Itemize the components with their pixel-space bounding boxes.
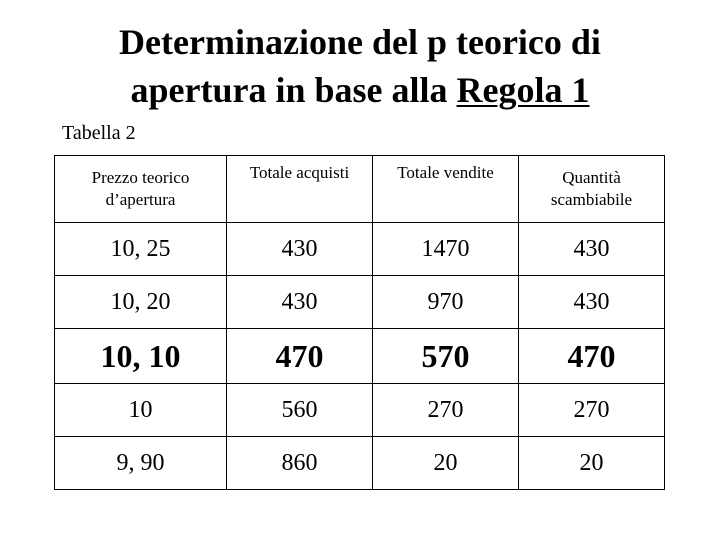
cell-vendite: 270 bbox=[373, 384, 519, 437]
header-totale-acquisti: Totale acquisti bbox=[227, 156, 373, 223]
table-row bbox=[55, 223, 665, 276]
cell-prezzo: 10, 25 bbox=[55, 223, 227, 276]
price-table bbox=[54, 155, 665, 490]
cell-acquisti: 430 bbox=[227, 276, 373, 329]
cell-prezzo: 9, 90 bbox=[55, 437, 227, 490]
cell-prezzo: 10 bbox=[55, 384, 227, 437]
title-rule-link: Regola 1 bbox=[456, 70, 590, 110]
cell-vendite: 20 bbox=[373, 437, 519, 490]
cell-quantita: 20 bbox=[519, 437, 665, 490]
header-prezzo-teorico: Prezzo teorico d’apertura bbox=[55, 156, 227, 223]
table-caption: Tabella 2 bbox=[62, 122, 136, 144]
cell-vendite: 570 bbox=[373, 329, 519, 384]
title-line-2-prefix: apertura in base alla bbox=[130, 70, 457, 110]
cell-acquisti: 430 bbox=[227, 223, 373, 276]
cell-quantita: 270 bbox=[519, 384, 665, 437]
table-row-highlighted bbox=[55, 329, 665, 384]
cell-vendite: 1470 bbox=[373, 223, 519, 276]
cell-quantita: 430 bbox=[519, 276, 665, 329]
cell-acquisti: 470 bbox=[227, 329, 373, 384]
cell-quantita: 430 bbox=[519, 223, 665, 276]
cell-prezzo: 10, 10 bbox=[55, 329, 227, 384]
header-quantita-scambiabile: Quantità scambiabile bbox=[519, 156, 665, 223]
title-line-2 bbox=[0, 66, 720, 114]
header-totale-vendite: Totale vendite bbox=[373, 156, 519, 223]
table-row bbox=[55, 437, 665, 490]
cell-acquisti: 560 bbox=[227, 384, 373, 437]
table-row bbox=[55, 384, 665, 437]
cell-quantita: 470 bbox=[519, 329, 665, 384]
slide-title bbox=[0, 18, 720, 114]
table-row bbox=[55, 276, 665, 329]
cell-acquisti: 860 bbox=[227, 437, 373, 490]
title-line-1: Determinazione del p teorico di bbox=[119, 22, 601, 62]
cell-vendite: 970 bbox=[373, 276, 519, 329]
table-header-row bbox=[55, 156, 665, 223]
cell-prezzo: 10, 20 bbox=[55, 276, 227, 329]
